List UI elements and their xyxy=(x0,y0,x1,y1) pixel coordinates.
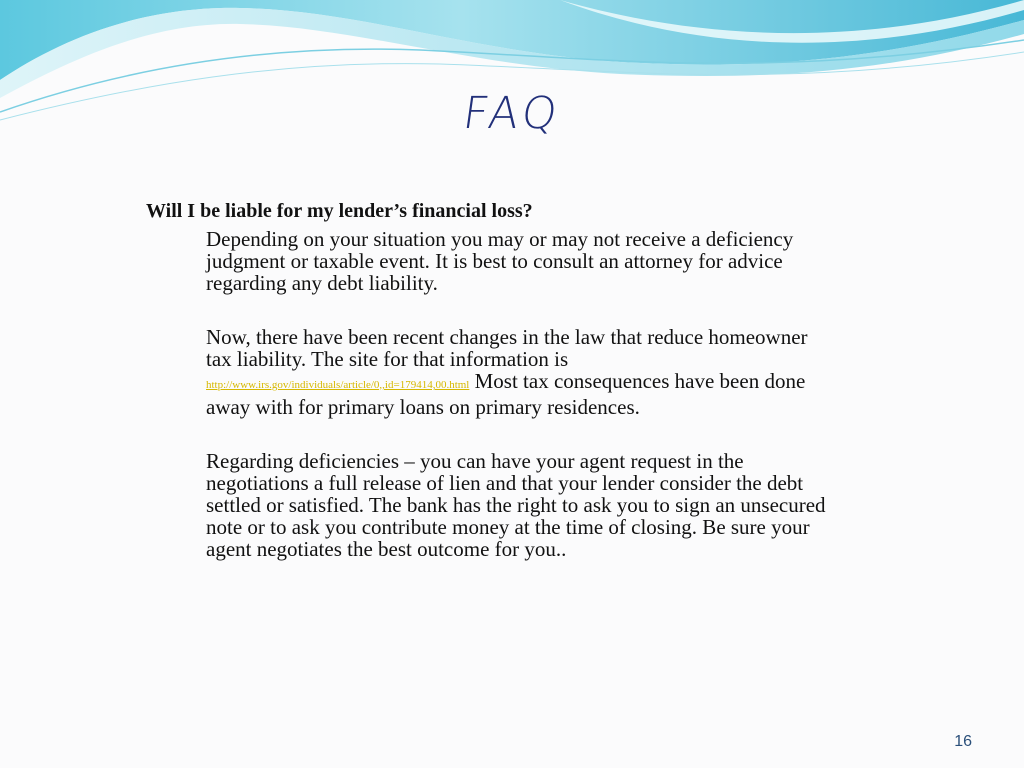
faq-question: Will I be liable for my lender’s financial loss? xyxy=(146,200,533,222)
answer-2-text-before-link: Now, there have been recent changes in the law that reduce homeowner tax liability. The site for that information is xyxy=(206,325,808,371)
slide-title: FAQ xyxy=(459,88,565,139)
answer-paragraph-1: Depending on your situation you may or may not receive a deficiency judgment or taxable event. It is best to consult an attorney for advice regarding any debt liability. xyxy=(206,227,794,295)
answer-2-text-after-link: Most tax consequences have been done away with for primary loans on primary residences. xyxy=(206,369,806,419)
answer-paragraph-3: Regarding deficiencies – you can have your agent request in the negotiations a full release of lien and that your lender consider the debt settled or satisfied. The bank has the right to ask you to sign an unsecured note or to ask you contribute money at the time of closing. Be sure your agent negotiates the best outcome for you.. xyxy=(206,449,826,561)
irs-link[interactable]: http://www.irs.gov/individuals/article/0,,id=179414,00.html xyxy=(206,379,470,391)
answer-paragraph-2 xyxy=(206,326,826,418)
wave-top-fill xyxy=(0,0,1024,80)
page-number: 16 xyxy=(954,733,972,750)
faq-answer xyxy=(206,228,826,560)
faq-content xyxy=(146,198,846,592)
